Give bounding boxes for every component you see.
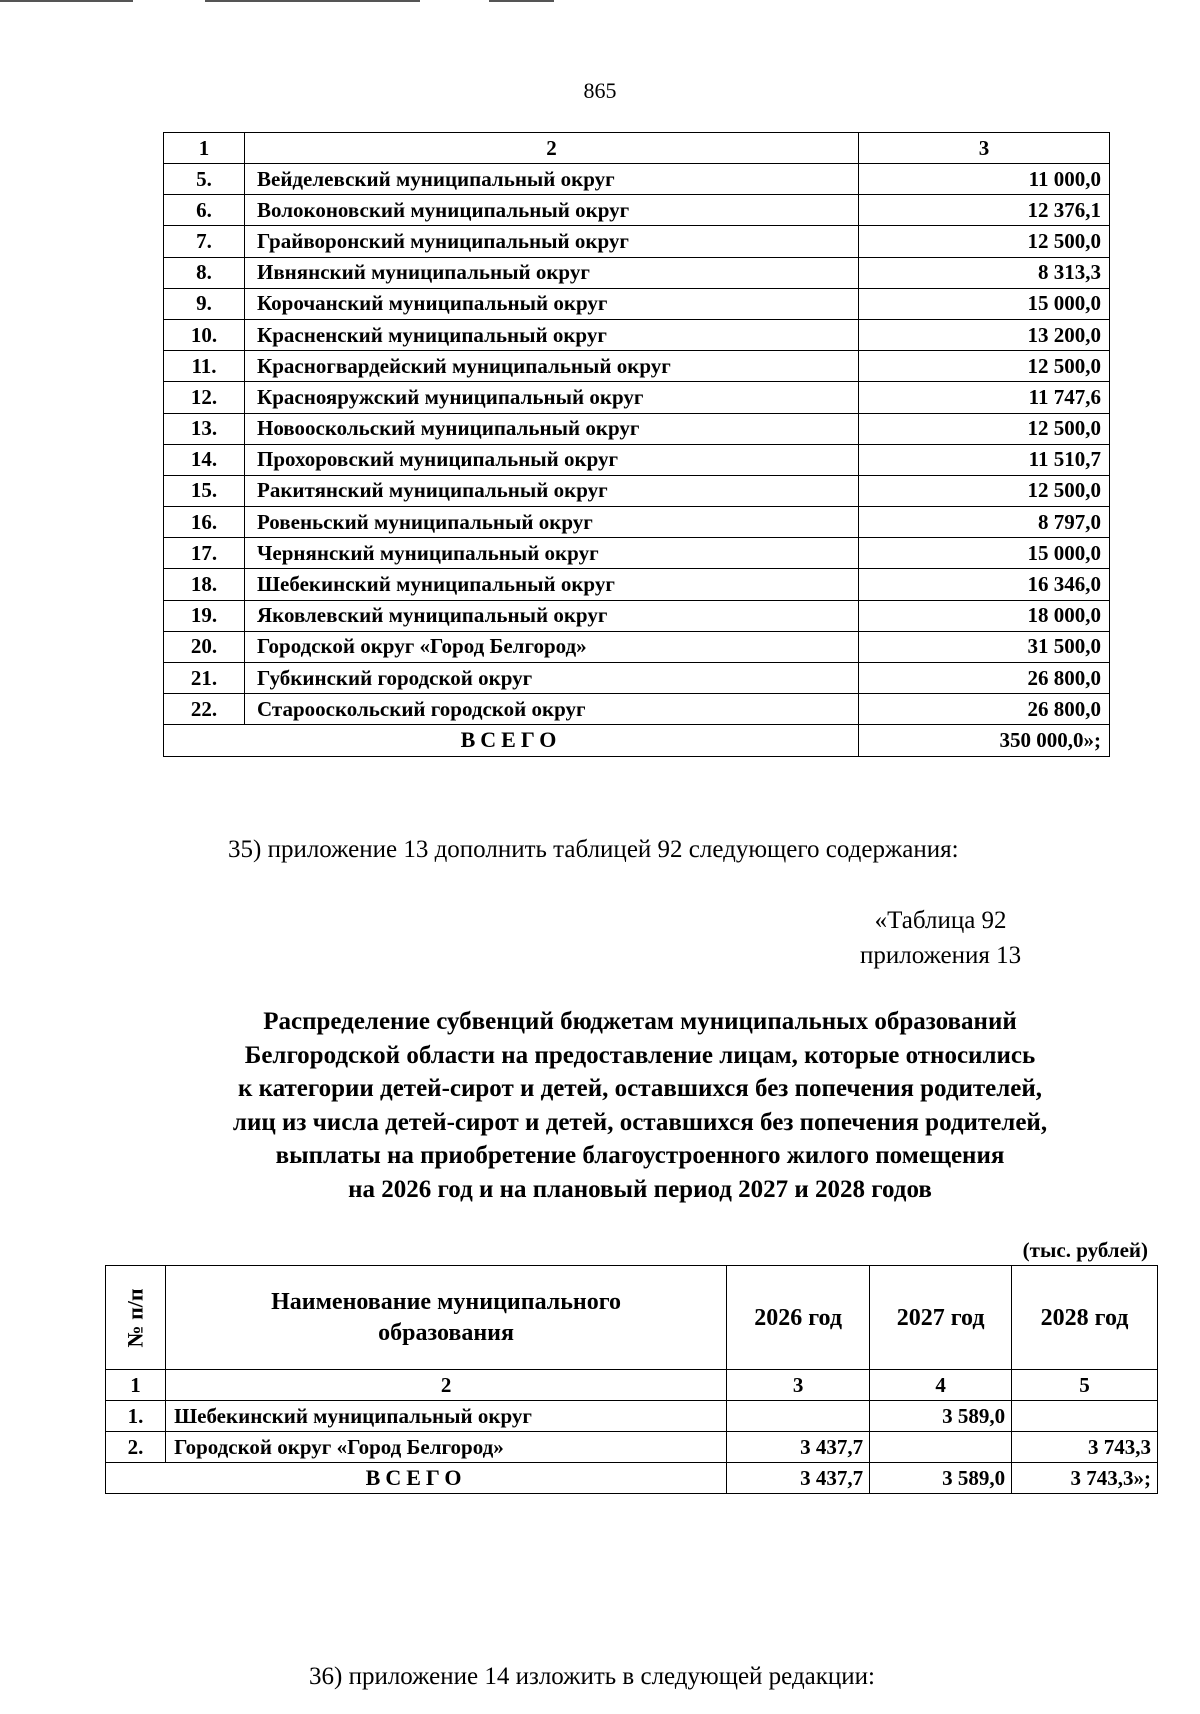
amount-2027: 3 589,0: [870, 1401, 1012, 1432]
row-number: 16.: [164, 507, 245, 538]
amount: 8 797,0: [859, 507, 1110, 538]
top-rule-middle: [205, 0, 420, 2]
table-row: [164, 413, 1110, 444]
municipality-name: Чернянский муниципальный округ: [245, 538, 859, 569]
amount: 16 346,0: [859, 569, 1110, 600]
column-number: 5: [1012, 1370, 1158, 1401]
amount: 26 800,0: [859, 694, 1110, 725]
row-number: 5.: [164, 164, 245, 195]
row-number: 20.: [164, 631, 245, 662]
table92: [105, 1265, 1158, 1494]
top-rule-left: [0, 0, 133, 2]
total-2028: 3 743,3»;: [1012, 1463, 1158, 1494]
table92-total-row: [106, 1463, 1158, 1494]
top-rule-right: [489, 0, 554, 2]
units-label: (тыс. рублей): [1022, 1238, 1148, 1262]
row-number: 22.: [164, 694, 245, 725]
municipality-name: Шебекинский муниципальный округ: [245, 569, 859, 600]
municipality-name: Волоконовский муниципальный округ: [245, 195, 859, 226]
table-row: [164, 226, 1110, 257]
row-number: 8.: [164, 257, 245, 288]
header-number: [106, 1266, 166, 1370]
total-label: ВСЕГО: [164, 725, 859, 756]
table-row: [164, 475, 1110, 506]
municipality-name: Прохоровский муниципальный округ: [245, 444, 859, 475]
municipality-name: Губкинский городской округ: [245, 663, 859, 694]
table1-header-col2: 2: [245, 133, 859, 164]
row-number: 13.: [164, 413, 245, 444]
title-line: Белгородской области на предоставление лицам, которые относились: [244, 1041, 1036, 1069]
column-number: 2: [166, 1370, 727, 1401]
table-row: [164, 538, 1110, 569]
amount: 12 500,0: [859, 226, 1110, 257]
table-row: [164, 694, 1110, 725]
table92-column-numbers: [106, 1370, 1158, 1401]
row-number: 21.: [164, 663, 245, 694]
table-row: [106, 1432, 1158, 1463]
row-number: 19.: [164, 600, 245, 631]
row-number: 18.: [164, 569, 245, 600]
total-2027: 3 589,0: [870, 1463, 1012, 1494]
table92-header-row: [106, 1266, 1158, 1370]
amount-2026: [727, 1401, 870, 1432]
header-number-label: № п/п: [122, 1287, 148, 1348]
amount-2027: [870, 1432, 1012, 1463]
table1-header-col1: 1: [164, 133, 245, 164]
amount: 26 800,0: [859, 663, 1110, 694]
table-row: [164, 600, 1110, 631]
row-number: 2.: [106, 1432, 166, 1463]
table92-caption: [860, 903, 1021, 973]
table-row: [164, 569, 1110, 600]
column-number: 1: [106, 1370, 166, 1401]
amount: 8 313,3: [859, 257, 1110, 288]
total-2026: 3 437,7: [727, 1463, 870, 1494]
row-number: 7.: [164, 226, 245, 257]
row-number: 9.: [164, 288, 245, 319]
municipality-name: Новооскольский муниципальный округ: [245, 413, 859, 444]
municipality-name: Красненский муниципальный округ: [245, 319, 859, 350]
amount: 12 376,1: [859, 195, 1110, 226]
title-line: на 2026 год и на плановый период 2027 и 2028 годов: [348, 1175, 932, 1203]
header-municipality-line2: образования: [378, 1319, 514, 1346]
table-row: [164, 631, 1110, 662]
municipality-name: Городской округ «Город Белгород»: [245, 631, 859, 662]
header-municipality-line1: Наименование муниципального: [271, 1288, 622, 1315]
table-row: [164, 351, 1110, 382]
amount: 15 000,0: [859, 288, 1110, 319]
header-2027: 2027 год: [870, 1266, 1012, 1370]
page-number: 865: [583, 78, 617, 103]
municipality-name: Яковлевский муниципальный округ: [245, 600, 859, 631]
paragraph-36: 36) приложение 14 изложить в следующей редакции:: [309, 1663, 875, 1690]
table92-caption-line2: приложения 13: [860, 942, 1022, 969]
table-row: [164, 288, 1110, 319]
total-value: 350 000,0»;: [859, 725, 1110, 756]
amount: 31 500,0: [859, 631, 1110, 662]
municipality-name: Грайворонский муниципальный округ: [245, 226, 859, 257]
amount: 11 510,7: [859, 444, 1110, 475]
table-row: [164, 257, 1110, 288]
amount: 12 500,0: [859, 351, 1110, 382]
row-number: 14.: [164, 444, 245, 475]
municipality-name: Краснояружский муниципальный округ: [245, 382, 859, 413]
title-line: Распределение субвенций бюджетам муниципальных образований: [263, 1008, 1017, 1035]
amount: 13 200,0: [859, 319, 1110, 350]
table1-column-numbers: [164, 133, 1110, 164]
row-number: 11.: [164, 351, 245, 382]
header-2026: 2026 год: [727, 1266, 870, 1370]
amount: 18 000,0: [859, 600, 1110, 631]
municipality-name: Старооскольский городской округ: [245, 694, 859, 725]
row-number: 17.: [164, 538, 245, 569]
title-line: к категории детей-сирот и детей, оставшихся без попечения родителей,: [237, 1075, 1043, 1102]
subvention-table-continued: [163, 132, 1110, 757]
municipality-name: Корочанский муниципальный округ: [245, 288, 859, 319]
table-row: [164, 195, 1110, 226]
municipality-name: Ровеньский муниципальный округ: [245, 507, 859, 538]
amount: 11 000,0: [859, 164, 1110, 195]
table-row: [164, 444, 1110, 475]
table92-title: [100, 1005, 1180, 1206]
table-row: [164, 507, 1110, 538]
title-line: выплаты на приобретение благоустроенного жилого помещения: [275, 1142, 1005, 1169]
municipality-name: Ивнянский муниципальный округ: [245, 257, 859, 288]
municipality-name: Ракитянский муниципальный округ: [245, 475, 859, 506]
row-number: 12.: [164, 382, 245, 413]
municipality-name: Красногвардейский муниципальный округ: [245, 351, 859, 382]
amount: 11 747,6: [859, 382, 1110, 413]
row-number: 1.: [106, 1401, 166, 1432]
column-number: 4: [870, 1370, 1012, 1401]
header-municipality: [166, 1266, 727, 1370]
row-number: 15.: [164, 475, 245, 506]
header-2028: 2028 год: [1012, 1266, 1158, 1370]
paragraph-35: 35) приложение 13 дополнить таблицей 92 следующего содержания:: [228, 836, 959, 863]
table-row: [164, 382, 1110, 413]
table-row: [164, 164, 1110, 195]
table92-caption-line1: «Таблица 92: [874, 907, 1007, 934]
table1-header-col3: 3: [859, 133, 1110, 164]
amount: 12 500,0: [859, 413, 1110, 444]
municipality-name: Городской округ «Город Белгород»: [166, 1432, 727, 1463]
amount-2028: 3 743,3: [1012, 1432, 1158, 1463]
row-number: 6.: [164, 195, 245, 226]
title-line: лиц из числа детей-сирот и детей, оставшихся без попечения родителей,: [232, 1108, 1048, 1136]
amount-2028: [1012, 1401, 1158, 1432]
table-row: [164, 319, 1110, 350]
amount: 15 000,0: [859, 538, 1110, 569]
table-row: [106, 1401, 1158, 1432]
row-number: 10.: [164, 319, 245, 350]
amount-2026: 3 437,7: [727, 1432, 870, 1463]
amount: 12 500,0: [859, 475, 1110, 506]
municipality-name: Шебекинский муниципальный округ: [166, 1401, 727, 1432]
total-label: ВСЕГО: [106, 1463, 727, 1494]
table-row: [164, 663, 1110, 694]
municipality-name: Вейделевский муниципальный округ: [245, 164, 859, 195]
table1-total-row: [164, 725, 1110, 756]
column-number: 3: [727, 1370, 870, 1401]
